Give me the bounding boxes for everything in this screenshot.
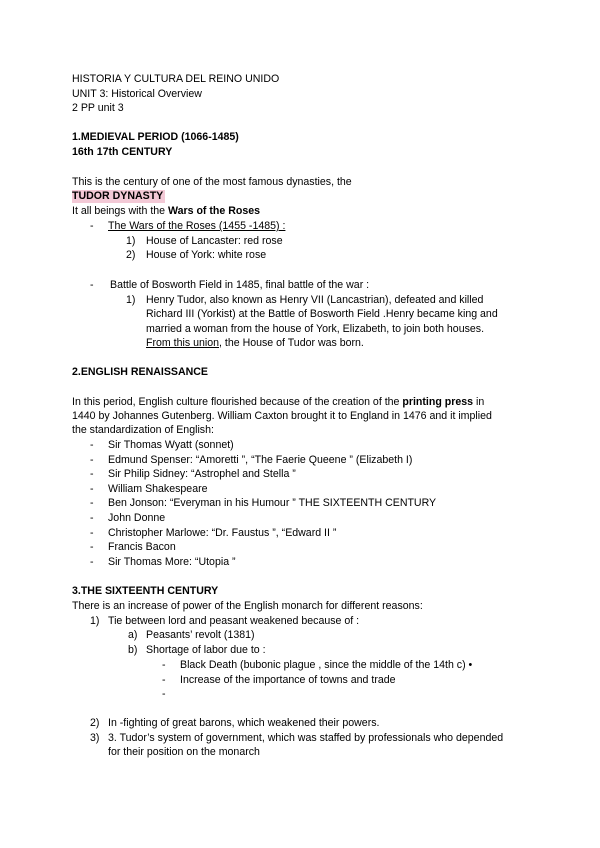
author-item: John Donne [108,512,166,524]
unit-title: UNIT 3: Historical Overview [72,88,202,100]
list-number: 2) [90,717,100,729]
bullet-dash: - [162,674,166,686]
reason-3-line-1: 3. Tudor’s system of government, which was staffed by professionals who depended [108,732,504,744]
bullet-dash: - [90,279,94,291]
reason-3-line-2: for their position on the monarch [108,746,260,758]
list-letter: b) [128,644,138,656]
author-item: Sir Thomas More: “Utopia ” [108,556,236,568]
tudor-dynasty-highlight: TUDOR DYNASTY [72,190,164,202]
house-york: House of York: white rose [146,249,267,261]
reason-2: In -fighting of great barons, which weakened their powers. [108,717,380,729]
bullet-dash: - [90,468,94,480]
bullet-dash: - [90,556,94,568]
labor-cause-2: Increase of the importance of towns and trade [180,674,396,686]
bullet-dash: - [90,512,94,524]
bullet-dash: - [162,659,166,671]
renaissance-para-line-1 [72,396,484,409]
section-3-heading: 3.THE SIXTEENTH CENTURY [72,585,219,597]
author-item: Sir Philip Sidney: “Astrophel and Stella ” [108,468,296,480]
para-text: In this period, English culture flourished because of the creation of the [72,396,403,408]
list-number: 3) [90,732,100,744]
renaissance-para-line-3: the standardization of English: [72,424,214,436]
list-number: 1) [90,615,100,627]
henry-line-2: Richard III (Yorkist) at the Battle of Bosworth Field .Henry became king and [146,308,498,320]
bosworth-item: Battle of Bosworth Field in 1485, final battle of the war : [110,279,370,291]
unit-subtitle: 2 PP unit 3 [72,102,124,114]
para-text: in [473,396,485,408]
reason-1a: Peasants’ revolt (1381) [146,629,255,641]
reason-1b: Shortage of labor due to : [146,644,266,656]
labor-cause-1: Black Death (bubonic plague , since the middle of the 14th c) • [180,659,473,671]
bullet-dash: - [90,454,94,466]
union-rest: , the House of Tudor was born. [219,337,364,349]
henry-line-3: married a woman from the house of York, Elizabeth, to join both houses. [146,323,485,335]
author-item: William Shakespeare [108,483,208,495]
bullet-dash: - [90,220,94,232]
section-1-subheading: 16th 17th CENTURY [72,146,173,158]
list-number: 2) [126,249,136,261]
section-3-intro: There is an increase of power of the English monarch for different reasons: [72,600,423,612]
author-item: Sir Thomas Wyatt (sonnet) [108,439,234,451]
bullet-dash: - [162,688,166,700]
house-lancaster: House of Lancaster: red rose [146,235,283,247]
author-item: Christopher Marlowe: “Dr. Faustus ”, “Edward II ” [108,527,337,539]
course-title: HISTORIA Y CULTURA DEL REINO UNIDO [72,73,280,85]
reason-1: Tie between lord and peasant weakened because of : [108,615,360,627]
list-letter: a) [128,629,138,641]
author-item: Ben Jonson: “Everyman in his Humour ” THE SIXTEENTH CENTURY [108,497,437,509]
henry-line-1: Henry Tudor, also known as Henry VII (Lancastrian), defeated and killed [146,294,484,306]
bullet-dash: - [90,527,94,539]
section-1-intro: This is the century of one of the most famous dynasties, the [72,176,352,188]
section-1-heading: 1.MEDIEVAL PERIOD (1066-1485) [72,131,239,143]
wars-intro-text: It all beings with the [72,205,168,217]
author-item: Edmund Spenser: “Amoretti ”, “The Faerie Queene ” (Elizabeth I) [108,454,413,466]
henry-line-4 [146,337,364,350]
renaissance-para-line-2: 1440 by Johannes Gutenberg. William Caxton brought it to England in 1476 and it implied [72,410,492,422]
wars-of-roses-bold: Wars of the Roses [168,205,261,217]
wars-intro [72,205,260,218]
bullet-dash: - [90,483,94,495]
bullet-dash: - [90,541,94,553]
bullet-dash: - [90,439,94,451]
printing-press-bold: printing press [402,396,474,408]
bullet-dash: - [90,497,94,509]
list-number: 1) [126,294,136,306]
union-underlined: From this union [146,337,220,349]
section-2-heading: 2.ENGLISH RENAISSANCE [72,366,208,378]
list-number: 1) [126,235,136,247]
wars-item: The Wars of the Roses (1455 -1485) : [108,220,286,232]
author-item: Francis Bacon [108,541,176,553]
